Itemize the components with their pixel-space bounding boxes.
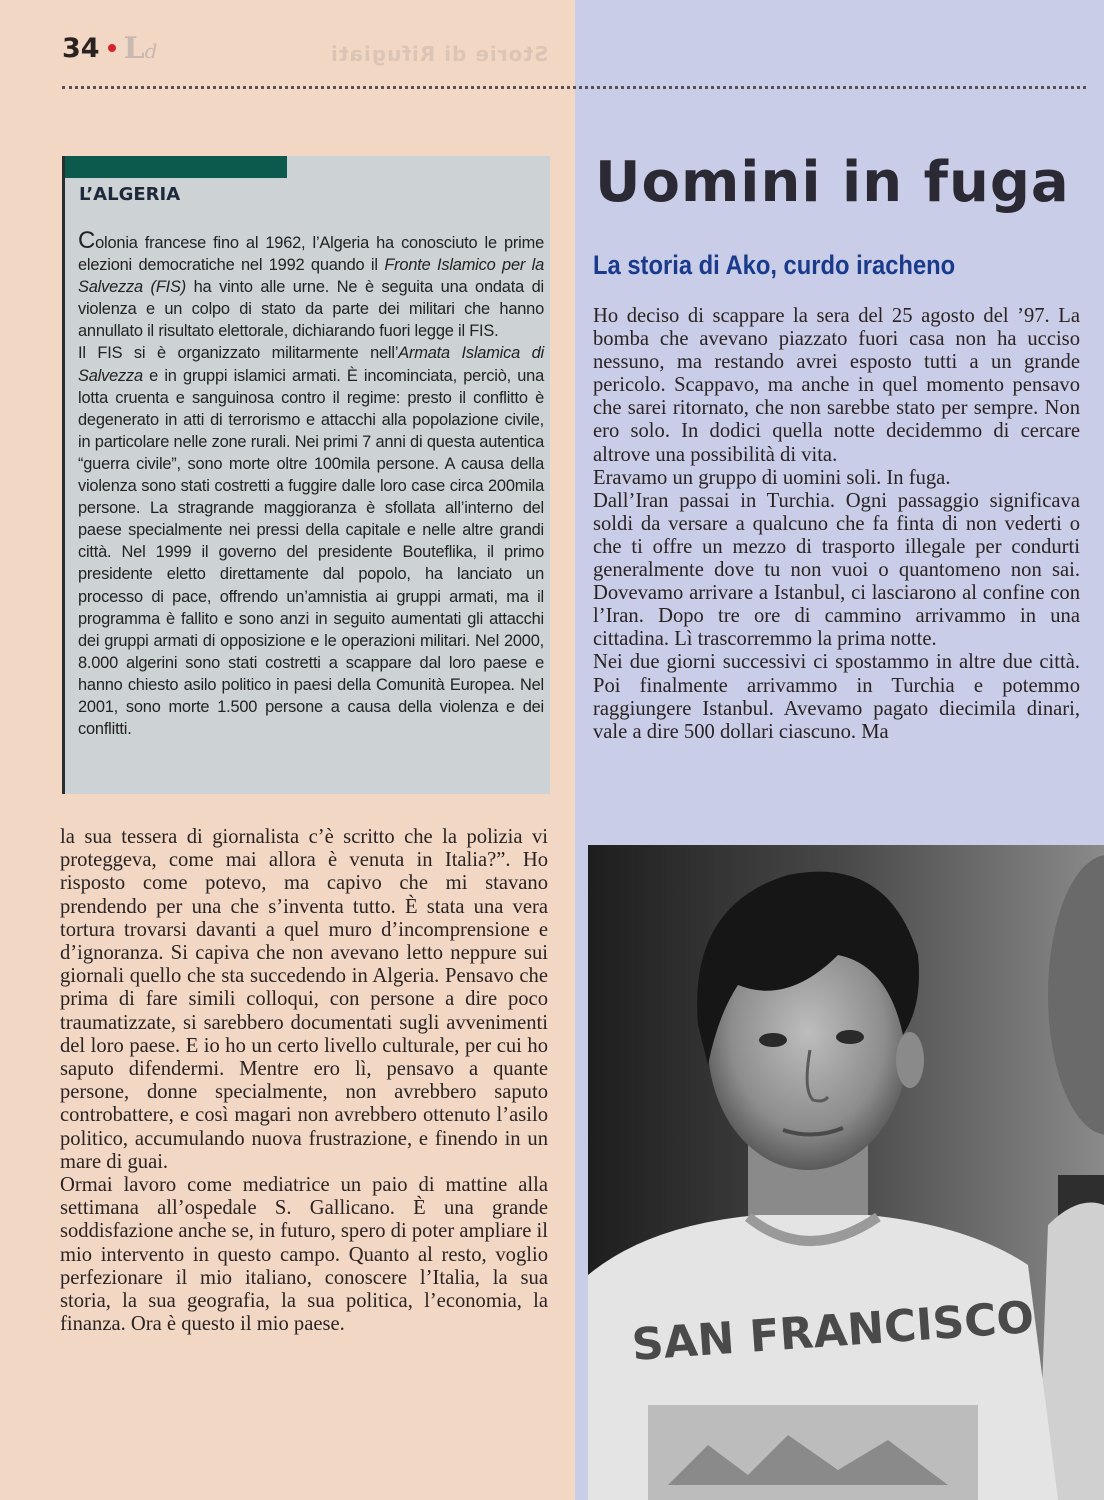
body-paragraph: Nei due giorni successivi ci spostammo in altre due città. Poi finalmente arrivammo in Turchia e potemmo raggiungere Istanbul. Avevamo pagato diecimila dinari, vale a dire 500 dollari ciascuno. Ma: [593, 651, 1080, 743]
right-column-text: [593, 305, 1080, 744]
article-headline: Uomini in fuga: [595, 150, 1070, 215]
left-column-text: [60, 826, 548, 1336]
page-header: [62, 28, 157, 68]
sidebar-title: L’ALGERIA: [79, 184, 181, 205]
body-paragraph: Ormai lavoro come mediatrice un paio di mattine alla settimana all’ospedale S. Gallicano. È una grande soddisfazione anche se, in futuro, spero di poter ampliare il mio intervento in questo campo. Quanto al resto, voglio perfezionare il mio italiano, conoscere l’Italia, la sua storia, la sua geografia, la sua politica, l’economia, la finanza. Ora è questo il mio paese.: [60, 1174, 548, 1336]
sidebar-accent-bar: [65, 156, 287, 178]
shirt-print-text: SAN FRANCISCO: [630, 1292, 1036, 1371]
article-subhead: La storia di Ako, curdo iracheno: [593, 250, 956, 280]
show-through-title: Storie di Rifugiati: [330, 42, 549, 66]
body-paragraph: Dall’Iran passai in Turchia. Ogni passaggio significava soldi da versare a qualcuno che fa finta di non vederti o che ti offre un mezzo di trasporto illegale per condurti generalmente dove tu non vuoi o quantomeno non sai. Dovevamo arrivare a Istanbul, ci lasciarono al confine con l’Iran. Dopo tre ore di cammino arrivammo in una cittadina. Lì trascorremmo la prima notte.: [593, 489, 1080, 651]
red-dot-icon: [108, 44, 116, 52]
sidebar-box-algeria: [62, 156, 550, 794]
sidebar-paragraph: Colonia francese fino al 1962, l’Algeria ha conosciuto le prime elezioni democratiche nel 1992 quando il Fronte Islamico per la Salvezza (FIS) ha vinto alle urne. Ne è seguita una ondata di violenza e un colpo di stato da parte dei militari che hanno annullato il risultato elettorale, dichiarando fuori legge il FIS.: [78, 227, 544, 341]
sidebar-text: [78, 227, 544, 740]
magazine-logo: Ld: [123, 30, 158, 66]
portrait-photo: [588, 845, 1104, 1500]
sidebar-paragraph: Il FIS si è organizzato militarmente nell’Armata Islamica di Salvezza e in gruppi islamici armati. È incominciata, perciò, una lotta cruenta e sanguinosa contro il regime: presto il conflitto è degenerato in atti di terrorismo e attacchi alla popolazione civile, in particolare nelle zone rurali. Nei primi 7 anni di questa autentica “guerra civile”, sono morte oltre 100mila persone. A causa della violenza sono stati costretti a fuggire dalle loro case circa 200mila persone. La stragrande maggioranza è sfollata all’interno del paese specialmente nei pressi della capitale e nelle altre grandi città. Nel 1999 il governo del presidente Bouteflika, il primo presidente eletto direttamente dal popolo, ha lanciato un processo di pace, offrendo un’amnistia ai gruppi armati, ma il programma è fallito e sono anzi in seguito aumentati gli attacchi dei gruppi armati di opposizione e le operazioni militari. Nel 2000, 8.000 algerini sono stati costretti a scappare dal loro paese e hanno chiesto asilo politico in paesi della Comunità Europea. Nel 2001, sono morte 1.500 persone a causa della violenza e dei conflitti.: [78, 344, 544, 739]
page-number: 34: [62, 32, 100, 64]
body-paragraph: la sua tessera di giornalista c’è scritto che la polizia vi proteggeva, come mai allora è venuta in Italia?”. Ho risposto come potevo, ma capivo che mi stavano prendendo per una che s’inventa tutto. È stata una vera tortura trovarsi davanti a quel muro d’incomprensione e d’ignoranza. Si capiva che non avevano letto neppure sui giornali quello che sta succedendo in Algeria. Pensavo che prima di fare simili colloqui, con persone a dire poco traumatizzate, si sarebbero documentati sugli avvenimenti del loro paese. E io ho un certo livello culturale, per cui ho saputo difendermi. Mentre ero lì, pensavo a quante persone, donne specialmente, non avrebbero saputo controbattere, e così magari non avrebbero ottenuto l’asilo politico, accumulando nuova frustrazione, e finendo in un mare di guai.: [60, 826, 548, 1173]
body-paragraph: Ho deciso di scappare la sera del 25 agosto del ’97. La bomba che avevano piazzato fuori casa non ha ucciso nessuno, ma restando avrei esposto tutti a un grande pericolo. Scappavo, ma anche in quel momento pensavo che sarei ritornato, che non sarebbe stato per sempre. Non ero solo. In dodici quella notte decidemmo di cercare altrove una possibilità di vita.: [593, 305, 1080, 466]
body-paragraph: Eravamo un gruppo di uomini soli. In fuga.: [593, 466, 951, 489]
dotted-divider: [62, 86, 1086, 89]
portrait-illustration: [588, 845, 1104, 1500]
drop-cap: C: [78, 227, 96, 254]
